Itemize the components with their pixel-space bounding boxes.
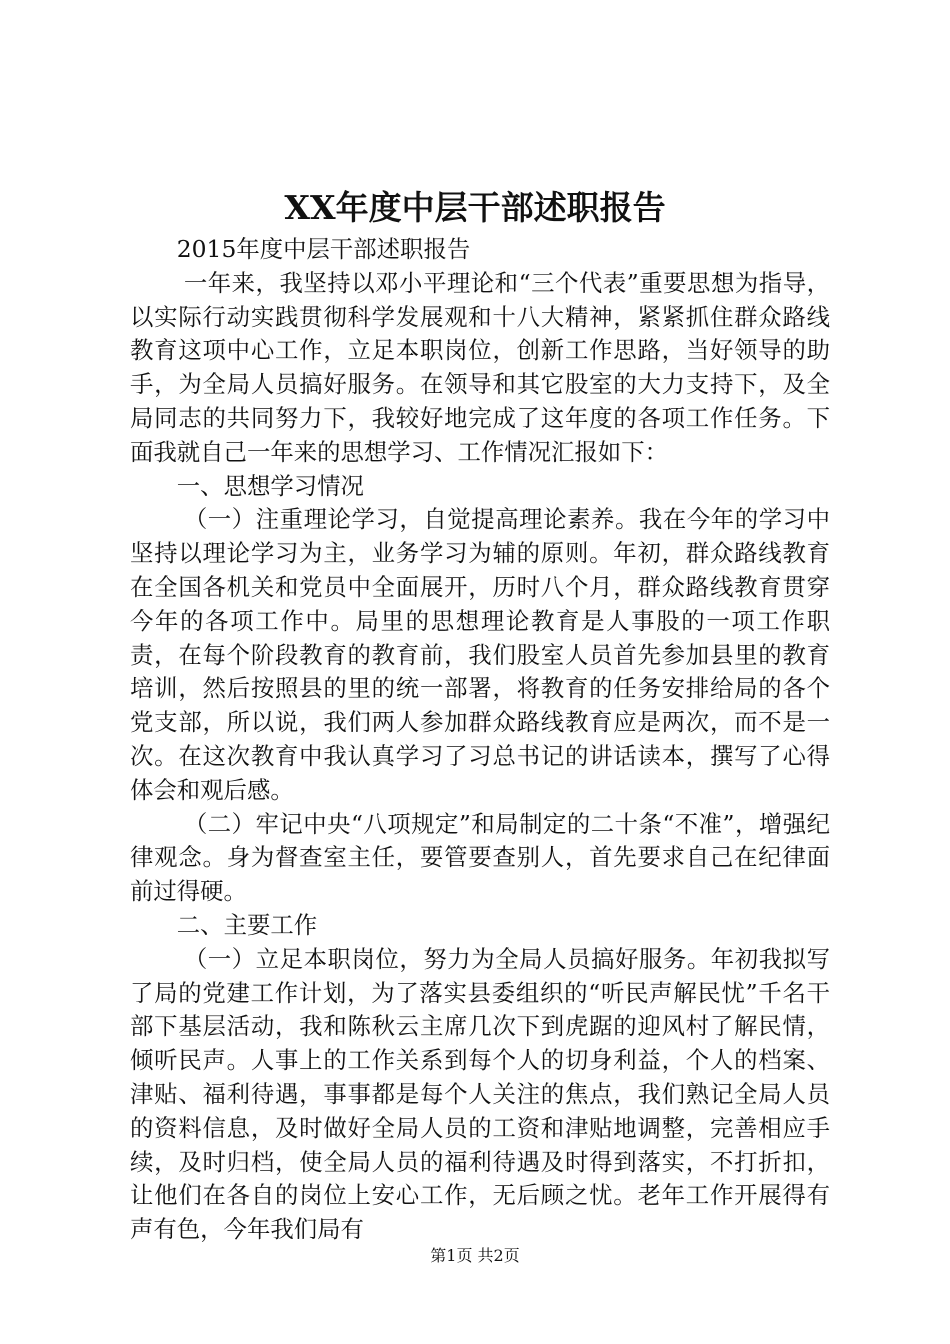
body-paragraph: （一）立足本职岗位，努力为全局人员搞好服务。年初我拟写了局的党建工作计划，为了落实县委组织的“听民声解民忧”千名干部下基层活动，我和陈秋云主席几次下到虎踞的迎风村了解民情，倾听民声。人事上的工作关系到每个人的切身利益，个人的档案、津贴、福利待遇，事事都是每个人关注的焦点，我们熟记全局人员的资料信息，及时做好全局人员的工资和津贴地调整，完善相应手续，及时归档，使全局人员的福利待遇及时得到落实，不打折扣，让他们在各自的岗位上安心工作，无后顾之忧。老年工作开展得有声有色，今年我们局有 [130,944,830,1244]
document-body [130,233,830,1247]
section-heading-1: 一、思想学习情况 [176,471,364,500]
section-heading-2: 二、主要工作 [176,910,318,939]
body-paragraph: （二）牢记中央“八项规定”和局制定的二十条“不准”，增强纪律观念。身为督查室主任，要管要查别人，首先要求自己在纪律面前过得硬。 [130,809,830,906]
page-footer: 第1页 共2页 [430,1246,520,1265]
document-title: XX年度中层干部述职报告 [284,188,666,227]
subtitle-paragraph: 2015年度中层干部述职报告 [176,235,471,263]
intro-paragraph: 一年来，我坚持以邓小平理论和“三个代表”重要思想为指导，以实际行动实践贯彻科学发展观和十八大精神，紧紧抓住群众路线教育这项中心工作，立足本职岗位，创新工作思路，当好领导的助手，为全局人员搞好服务。在领导和其它股室的大力支持下，及全局同志的共同努力下，我较好地完成了这年度的各项工作任务。下面我就自己一年来的思想学习、工作情况汇报如下： [130,268,830,466]
body-paragraph: （一）注重理论学习，自觉提高理论素养。我在今年的学习中坚持以理论学习为主，业务学习为辅的原则。年初，群众路线教育在全国各机关和党员中全面展开，历时八个月，群众路线教育贯穿今年的各项工作中。局里的思想理论教育是人事股的一项工作职责，在每个阶段教育的教育前，我们股室人员首先参加县里的教育培训，然后按照县的里的统一部署，将教育的任务安排给局的各个党支部，所以说，我们两人参加群众路线教育应是两次，而不是一次。在这次教育中我认真学习了习总书记的讲话读本，撰写了心得体会和观后感。 [130,505,830,804]
